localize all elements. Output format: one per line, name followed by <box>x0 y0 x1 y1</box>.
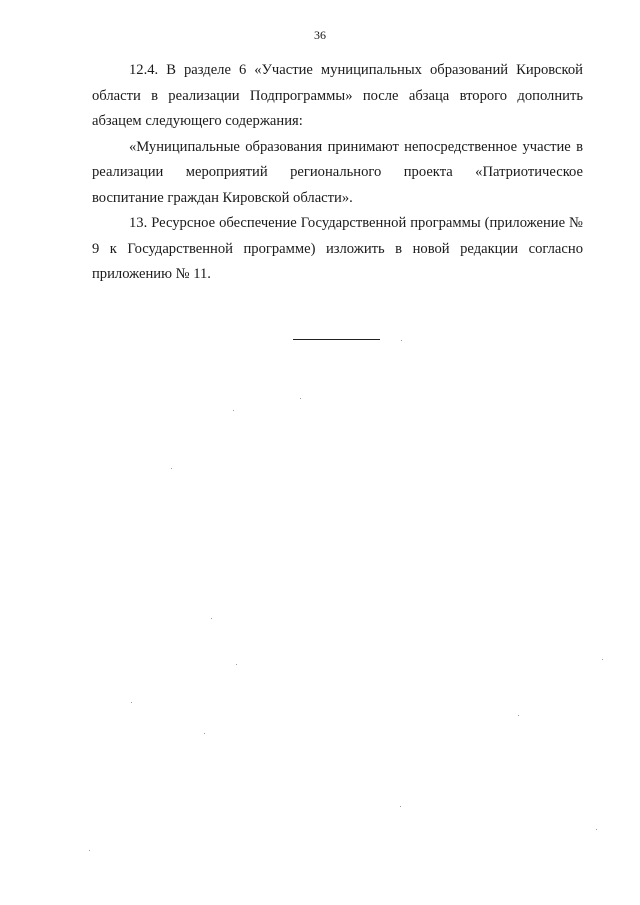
end-divider <box>293 339 380 340</box>
scan-speck <box>131 702 132 703</box>
scan-speck <box>236 664 237 665</box>
scan-speck <box>89 850 90 851</box>
scan-speck <box>518 715 519 716</box>
document-body <box>92 58 583 288</box>
scan-speck <box>204 733 205 734</box>
scan-speck <box>171 468 172 469</box>
paragraph-quote: «Муниципальные образования принимают непосредственное участие в реализации мероприятий регионального проекта «Патриотическое воспитание граждан Кировской области». <box>92 138 583 206</box>
scan-speck <box>300 398 301 399</box>
scan-speck <box>233 410 234 411</box>
scan-speck <box>602 659 603 660</box>
scan-speck <box>596 829 597 830</box>
paragraph-13: 13. Ресурсное обеспечение Государственной программы (приложение № 9 к Государственной программе) изложить в новой редакции согласно приложению № 11. <box>92 215 583 282</box>
scan-speck <box>401 340 402 341</box>
scan-speck <box>400 806 401 807</box>
paragraph-12-4: 12.4. В разделе 6 «Участие муниципальных образований Кировской области в реализации Подпрограммы» после абзаца второго дополнить абзацем следующего содержания: <box>92 62 583 129</box>
page-number: 36 <box>314 28 326 42</box>
scan-speck <box>211 618 212 619</box>
